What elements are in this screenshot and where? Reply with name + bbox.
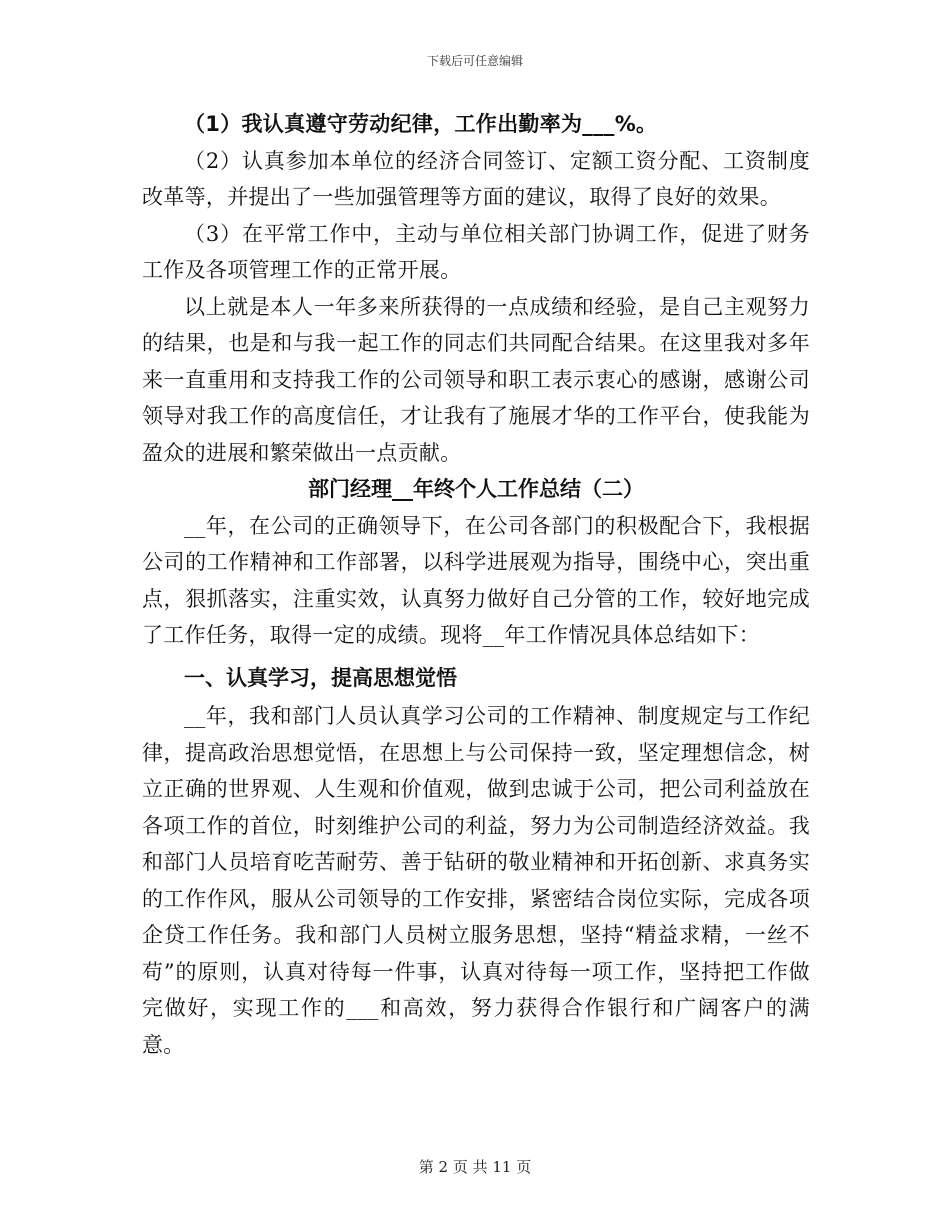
paragraph-item-3: （3）在平常工作中，主动与单位相关部门协调工作，促进了财务工作及各项管理工作的正常开展。	[142, 221, 810, 282]
paragraph-item-2: （2）认真参加本单位的经济合同签订、定额工资分配、工资制度改革等，并提出了一些加强管理等方面的建议，取得了良好的效果。	[142, 148, 810, 209]
heading-study: 一、认真学习，提高思想觉悟	[184, 665, 457, 690]
header-note: 下载后可任意编辑	[426, 54, 523, 68]
paragraph-conclusion: 以上就是本人一年多来所获得的一点成绩和经验，是自己主观努力的结果，也是和与我一起工作的同志们共同配合结果。在这里我对多年来一直重用和支持我工作的公司领导和职工表示衷心的感谢，感谢公司领导对我工作的高度信任，才让我有了施展才华的工作平台，使我能为盈众的进展和繁荣做出一点贡献。	[142, 294, 810, 465]
paragraph-item-1: （1）我认真遵守劳动纪律，工作出勤率为___%。	[184, 112, 658, 136]
intro-paragraph: __年，在公司的正确领导下，在公司各部门的积极配合下，我根据公司的工作精神和工作部署，以科学进展观为指导，围绕中心，突出重点，狠抓落实，注重实效，认真努力做好自己分管的工作，较好地完成了工作任务，取得一定的成绩。现将__年工作情况具体总结如下：	[142, 513, 810, 647]
body-paragraph-study: __年，我和部门人员认真学习公司的工作精神、制度规定与工作纪律，提高政治思想觉悟，在思想上与公司保持一致，坚定理想信念，树立正确的世界观、人生观和价值观，做到忠诚于公司，把公司利益放在各项工作的首位，时刻维护公司的利益，努力为公司制造经济效益。我和部门人员培育吃苦耐劳、善于钻研的敬业精神和开拓创新、求真务实的工作作风，服从公司领导的工作安排，紧密结合岗位实际，完成各项企贷工作任务。我和部门人员树立服务思想，坚持“精益求精，一丝不苟”的原则，认真对待每一件事，认真对待每一项工作，坚持把工作做完做好，实现工作的___和高效，努力获得合作银行和广阔客户的满意。	[142, 704, 810, 1057]
document-body	[142, 106, 810, 1063]
section-title: 部门经理__年终个人工作总结（二）	[308, 477, 644, 501]
page-footer: 第 2 页 共 11 页	[418, 1158, 532, 1176]
